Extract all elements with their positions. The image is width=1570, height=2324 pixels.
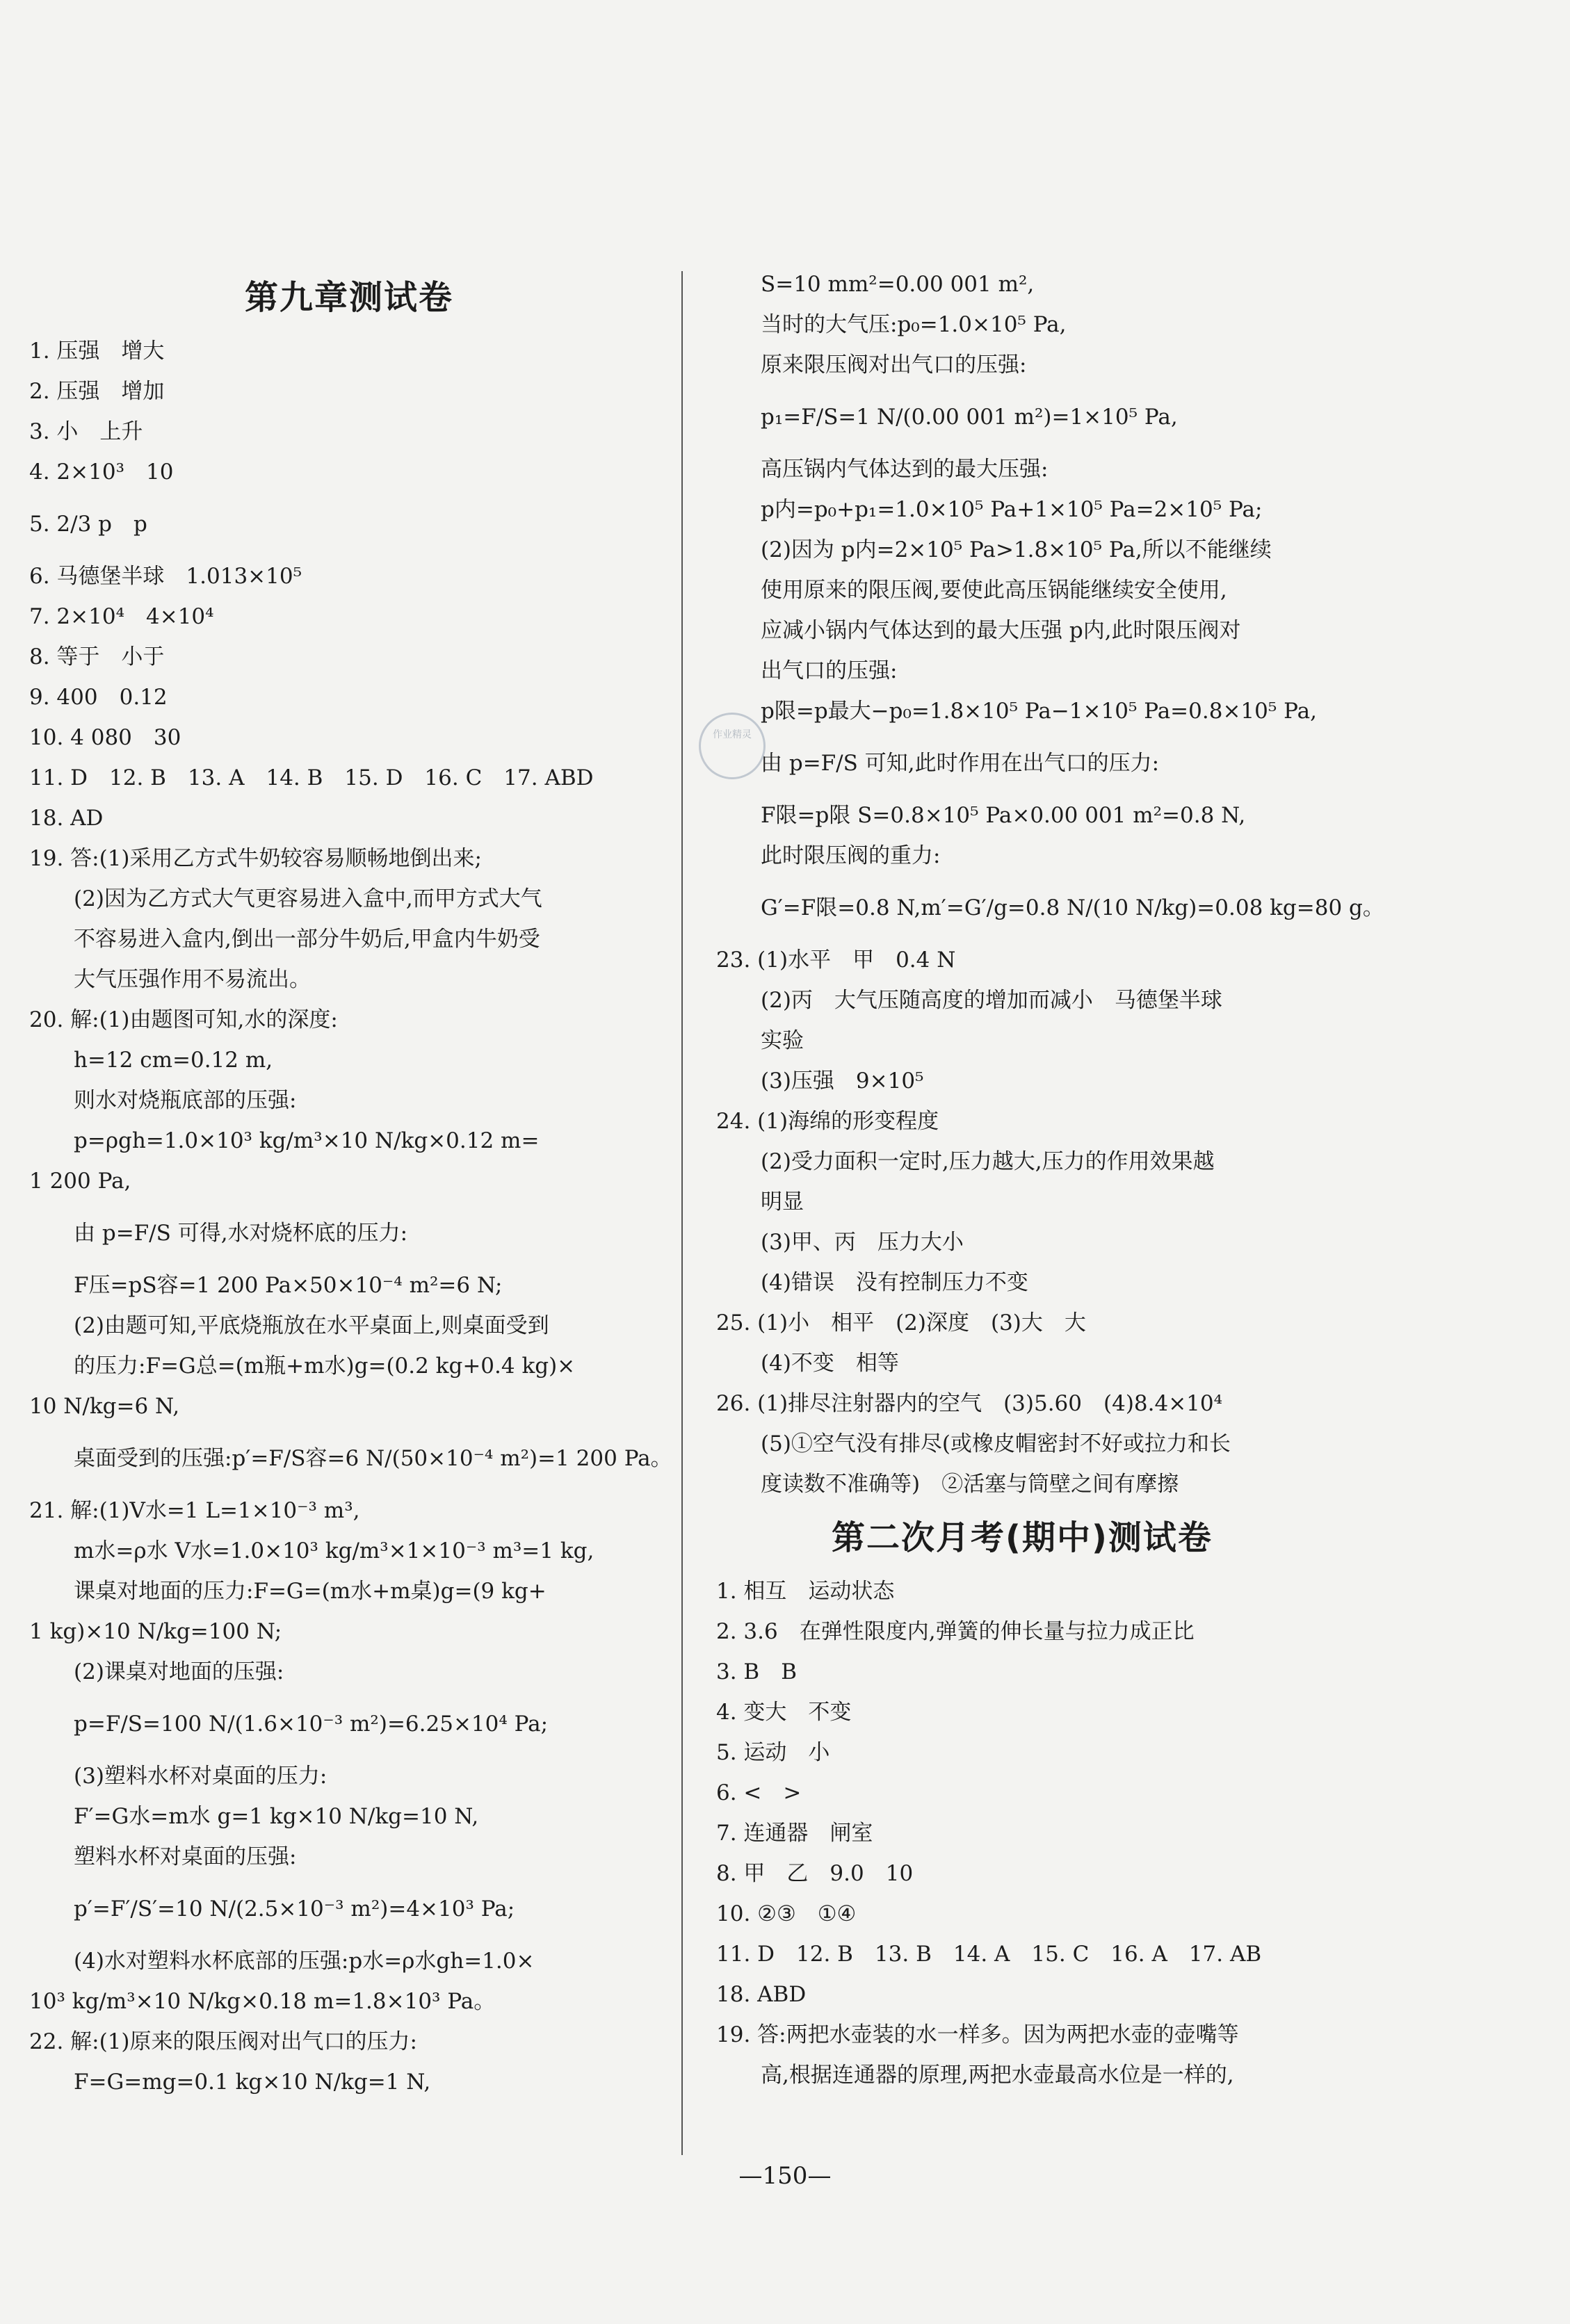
answer-line: 2. 压强 增加 (29, 379, 165, 404)
answer-line: 2. 3.6 在弹性限度内,弹簧的伸长量与拉力成正比 (716, 1619, 1195, 1644)
answer-line: 9. 400 0.12 (29, 685, 168, 710)
midterm-heading: 第二次月考(期中)测试卷 (832, 1518, 1213, 1557)
answer-line: (4)错误 没有控制压力不变 (761, 1270, 1028, 1295)
answer-line: 7. 连通器 闸室 (716, 1821, 873, 1846)
answer-line: p=F/S=100 N/(1.6×10⁻³ m²)=6.25×10⁴ Pa; (74, 1712, 549, 1737)
column-divider (681, 271, 683, 2155)
answer-line: 23. (1)水平 甲 0.4 N (716, 948, 956, 973)
answer-line: 1. 相互 运动状态 (716, 1579, 895, 1604)
answer-line: 8. 等于 小于 (29, 644, 165, 669)
answer-line: 10 N/kg=6 N, (29, 1394, 180, 1419)
answer-line: (5)①空气没有排尽(或橡皮帽密封不好或拉力和长 (761, 1431, 1231, 1456)
answer-line: S=10 mm²=0.00 001 m², (761, 272, 1035, 297)
answer-line: p′=F′/S′=10 N/(2.5×10⁻³ m²)=4×10³ Pa; (74, 1896, 515, 1921)
answer-line: (4)水对塑料水杯底部的压强:p水=ρ水gh=1.0× (74, 1949, 535, 1974)
answer-line: 大气压强作用不易流出。 (74, 967, 311, 992)
answer-line: p内=p₀+p₁=1.0×10⁵ Pa+1×10⁵ Pa=2×10⁵ Pa; (761, 497, 1263, 522)
answer-line: 使用原来的限压阀,要使此高压锅能继续安全使用, (761, 578, 1227, 603)
answer-line: (2)因为 p内=2×10⁵ Pa>1.8×10⁵ Pa,所以不能继续 (761, 537, 1272, 562)
answer-line: 19. 答:(1)采用乙方式牛奶较容易顺畅地倒出来; (29, 846, 482, 871)
answer-line: h=12 cm=0.12 m, (74, 1048, 273, 1073)
answer-line: p限=p最大−p₀=1.8×10⁵ Pa−1×10⁵ Pa=0.8×10⁵ Pa, (761, 699, 1317, 724)
answer-line: 8. 甲 乙 9.0 10 (716, 1861, 914, 1886)
answer-line: 4. 变大 不变 (716, 1700, 852, 1725)
answer-line: 6. < > (716, 1780, 802, 1805)
answer-line: 由 p=F/S 可知,此时作用在出气口的压力: (761, 751, 1160, 776)
answer-line: 原来限压阀对出气口的压强: (761, 352, 1027, 377)
answer-line: 当时的大气压:p₀=1.0×10⁵ Pa, (761, 312, 1067, 337)
answer-line: G′=F限=0.8 N,m′=G′/g=0.8 N/(10 N/kg)=0.08 kg=80 g。 (761, 895, 1384, 920)
answer-line: 18. ABD (716, 1982, 807, 2007)
answer-line: 21. 解:(1)V水=1 L=1×10⁻³ m³, (29, 1498, 360, 1523)
answer-line: (3)压强 9×10⁵ (761, 1068, 924, 1094)
answer-line: (3)甲、丙 压力大小 (761, 1230, 964, 1255)
answer-line: 25. (1)小 相平 (2)深度 (3)大 大 (716, 1310, 1086, 1335)
answer-line: 5. 2/3 p p (29, 512, 147, 537)
answer-line: 6. 马德堡半球 1.013×10⁵ (29, 564, 302, 589)
answer-line: 10³ kg/m³×10 N/kg×0.18 m=1.8×10³ Pa。 (29, 1989, 496, 2014)
answer-line: (2)因为乙方式大气更容易进入盒中,而甲方式大气 (74, 886, 542, 911)
watermark-stamp: 作业精灵 (699, 713, 766, 779)
answer-line: 不容易进入盒内,倒出一部分牛奶后,甲盒内牛奶受 (74, 927, 540, 952)
answer-line: 桌面受到的压强:p′=F/S容=6 N/(50×10⁻⁴ m²)=1 200 Pa。 (74, 1446, 672, 1471)
answer-line: m水=ρ水 V水=1.0×10³ kg/m³×1×10⁻³ m³=1 kg, (74, 1538, 594, 1563)
answer-line: 应减小锅内气体达到的最大压强 p内,此时限压阀对 (761, 618, 1241, 643)
answer-line: (2)由题可知,平底烧瓶放在水平桌面上,则桌面受到 (74, 1313, 549, 1338)
answer-line: 课桌对地面的压力:F=G=(m水+m桌)g=(9 kg+ (74, 1579, 547, 1604)
answer-line: 19. 答:两把水壶装的水一样多。因为两把水壶的壶嘴等 (716, 2022, 1239, 2047)
answer-line: 的压力:F=G总=(m瓶+m水)g=(0.2 kg+0.4 kg)× (74, 1354, 576, 1379)
left-answer-lines (29, 331, 672, 2102)
answer-line: 高压锅内气体达到的最大压强: (761, 457, 1049, 482)
answer-line: (2)受力面积一定时,压力越大,压力的作用效果越 (761, 1149, 1215, 1174)
answer-line: 3. B B (716, 1659, 797, 1684)
answer-line: 11. D 12. B 13. A 14. B 15. D 16. C 17. ABD (29, 765, 594, 790)
answer-line: 实验 (761, 1028, 804, 1053)
answer-line: (3)塑料水杯对桌面的压力: (74, 1764, 327, 1789)
page-number: —150— (738, 2162, 832, 2190)
answer-line: 4. 2×10³ 10 (29, 460, 174, 485)
answer-line: 度读数不准确等) ②活塞与筒壁之间有摩擦 (761, 1472, 1179, 1497)
midterm-answer-lines (716, 1571, 1328, 2095)
right-column (716, 264, 1384, 2095)
answer-line: 1 kg)×10 N/kg=100 N; (29, 1619, 282, 1644)
answer-line: 出气口的压强: (761, 658, 898, 683)
answer-line: 由 p=F/S 可得,水对烧杯底的压力: (74, 1221, 408, 1246)
answer-line: p₁=F/S=1 N/(0.00 001 m²)=1×10⁵ Pa, (761, 405, 1178, 430)
answer-line: p=ρgh=1.0×10³ kg/m³×10 N/kg×0.12 m= (74, 1128, 540, 1153)
answer-line: 此时限压阀的重力: (761, 843, 941, 868)
answer-line: 20. 解:(1)由题图可知,水的深度: (29, 1007, 338, 1032)
answer-line: 24. (1)海绵的形变程度 (716, 1109, 939, 1134)
answer-line: F=G=mg=0.1 kg×10 N/kg=1 N, (74, 2070, 431, 2095)
answer-line: F限=p限 S=0.8×10⁵ Pa×0.00 001 m²=0.8 N, (761, 803, 1246, 828)
answer-line: 10. 4 080 30 (29, 725, 181, 750)
answer-line: (2)丙 大气压随高度的增加而减小 马德堡半球 (761, 988, 1222, 1013)
answer-line: (4)不变 相等 (761, 1351, 899, 1376)
answer-line: 5. 运动 小 (716, 1740, 830, 1765)
answer-line: (2)课桌对地面的压强: (74, 1659, 284, 1684)
answer-line: 明显 (761, 1189, 804, 1214)
answer-line: 18. AD (29, 806, 104, 831)
answer-line: 则水对烧瓶底部的压强: (74, 1088, 297, 1113)
answer-line: 塑料水杯对桌面的压强: (74, 1844, 297, 1869)
answer-line: 7. 2×10⁴ 4×10⁴ (29, 604, 214, 629)
answer-line: 26. (1)排尽注射器内的空气 (3)5.60 (4)8.4×10⁴ (716, 1391, 1223, 1416)
answer-line: 1 200 Pa, (29, 1169, 131, 1194)
answer-line: 3. 小 上升 (29, 419, 143, 444)
answer-line: 1. 压强 增大 (29, 339, 165, 364)
answer-line: F压=pS容=1 200 Pa×50×10⁻⁴ m²=6 N; (74, 1273, 503, 1298)
answer-line: 22. 解:(1)原来的限压阀对出气口的压力: (29, 2029, 417, 2054)
answer-line: 11. D 12. B 13. B 14. A 15. C 16. A 17. AB (716, 1942, 1262, 1967)
chapter-heading: 第九章测试卷 (244, 278, 453, 317)
right-answer-lines (716, 264, 1384, 1504)
answer-line: 10. ②③ ①④ (716, 1901, 857, 1926)
left-column (29, 264, 672, 2102)
answer-line: F′=G水=m水 g=1 kg×10 N/kg=10 N, (74, 1804, 479, 1829)
answer-line: 高,根据连通器的原理,两把水壶最高水位是一样的, (761, 2063, 1234, 2088)
